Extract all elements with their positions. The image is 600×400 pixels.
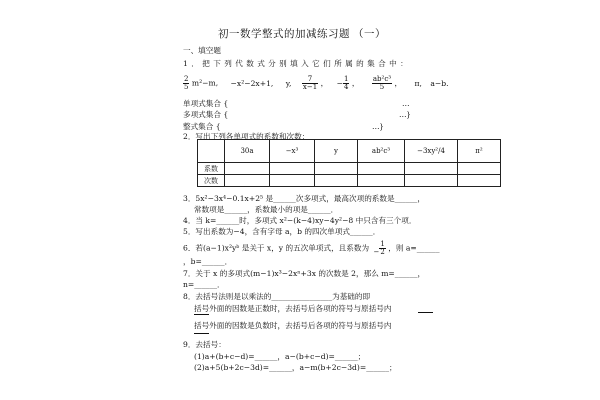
item-poly: −x²−2x+1, bbox=[230, 78, 274, 88]
table-cell[interactable] bbox=[405, 175, 458, 187]
question-8-line2: 括号外面的因数是正数时，去括号后各项的符号与原括号内 bbox=[194, 304, 392, 313]
set-monomial: 单项式集合 { bbox=[183, 99, 229, 108]
table-header: y bbox=[315, 140, 358, 163]
item-comma-3: ， bbox=[394, 78, 403, 88]
q6-text: 6．若(a−1)x²yᵇ 是关于 x，y 的五次单项式，且系数为 bbox=[183, 243, 370, 253]
table-cell[interactable] bbox=[358, 175, 405, 187]
item-y: y, bbox=[285, 78, 292, 88]
item-m2-m: m²−m, bbox=[191, 78, 219, 88]
table-cell[interactable] bbox=[270, 175, 315, 187]
question-9-part-2: (2)a+5(b+2c−3d)=______，a−m(b+2c−3d)=______； bbox=[194, 363, 397, 372]
set-polynomial-end: …} bbox=[399, 110, 411, 119]
fraction-1-4: $\frac{1}{4}$ bbox=[343, 75, 349, 91]
section-heading: 一、填空题 bbox=[183, 46, 221, 55]
table-cell[interactable] bbox=[225, 163, 270, 175]
q8-blank-2[interactable] bbox=[194, 314, 209, 315]
fraction-ab2c3-5: $\frac{\text{ab²c³}}{5}$ bbox=[372, 75, 392, 91]
question-3-cont: 常数项是______，系数最小的项是______． bbox=[194, 205, 339, 214]
question-3: 3．5x²−3x⁴−0.1x+2⁵ 是______次多项式，最高次项的系数是______， bbox=[183, 194, 425, 203]
table-cell[interactable] bbox=[225, 175, 270, 187]
title-text: 初一数学整式的加减练习题 bbox=[218, 28, 350, 40]
table-header: π² bbox=[458, 140, 501, 163]
q8-blank-3[interactable] bbox=[194, 333, 209, 334]
question-6-cont: ，b=______． bbox=[183, 257, 233, 266]
item-a-minus-b: a−b. bbox=[430, 78, 449, 88]
question-4: 4．当 k=______时，多项式 x²−(k−4)xy−4y²−8 中只含有三个项． bbox=[183, 216, 417, 225]
set-polynomial: 多项式集合 { bbox=[183, 110, 229, 119]
page-title bbox=[218, 26, 350, 41]
q8-blank-1[interactable] bbox=[418, 312, 433, 313]
question-7: 7．关于 x 的多项式(m−1)x³−2xⁿ+3x 的次数是 2，那么 m=______， bbox=[183, 269, 426, 278]
item-comma-2: ， bbox=[351, 78, 360, 88]
set-integral-end: …} bbox=[372, 122, 384, 131]
title-mark: （一） bbox=[353, 28, 386, 40]
question-6 bbox=[183, 241, 440, 256]
table-header: ab²c³ bbox=[358, 140, 405, 163]
table-cell[interactable] bbox=[315, 163, 358, 175]
set-monomial-end: … bbox=[402, 99, 410, 108]
set-integral: 整式集合 { bbox=[183, 122, 221, 131]
item-pi: π, bbox=[414, 78, 422, 88]
question-5: 5．写出系数为−4，含有字母 a，b 的四次单项式______． bbox=[183, 227, 381, 236]
table-cell[interactable] bbox=[405, 163, 458, 175]
question-2: 2．写出下列各单项式的系数和次数： bbox=[183, 132, 310, 141]
table-corner bbox=[198, 140, 225, 163]
question-1: 1．把下列代数式分别填入它们所属的集合中： bbox=[183, 59, 412, 68]
question-8: 8．去括号法则是以乘法的________________为基础的即 bbox=[183, 292, 371, 301]
q6-text-2: ，则 a=______ bbox=[388, 243, 440, 253]
question-9-part-1: (1)a+(b+c−d)=______，a−(b+c−d)=______； bbox=[194, 352, 366, 361]
table-header: −3xy²/4 bbox=[405, 140, 458, 163]
table-cell[interactable] bbox=[458, 175, 501, 187]
fraction-neg-1-2: − $\frac{1}{2}$ bbox=[373, 240, 385, 256]
item-minus: − bbox=[336, 78, 343, 88]
table-header: −x³ bbox=[270, 140, 315, 163]
q1-items-row bbox=[183, 76, 449, 91]
table-cell[interactable] bbox=[458, 163, 501, 175]
question-8-line3: 括号外面的因数是负数时，去括号后各项的符号与原括号内 bbox=[194, 321, 392, 330]
table-cell[interactable] bbox=[358, 163, 405, 175]
question-9: 9．去括号： bbox=[183, 340, 226, 349]
row-label-coefficient: 系数 bbox=[198, 163, 225, 175]
fraction-2-5: $\frac{2}{5}$ bbox=[184, 75, 189, 91]
table-cell[interactable] bbox=[270, 163, 315, 175]
question-7-cont: n=______． bbox=[183, 280, 225, 289]
table-header: 30a bbox=[225, 140, 270, 163]
row-label-degree: 次数 bbox=[198, 175, 225, 187]
fraction-7-x-1: $\frac{7}{x-1}$ bbox=[302, 75, 318, 91]
item-comma-1: ， bbox=[320, 78, 329, 88]
coefficient-table bbox=[197, 139, 501, 187]
table-cell[interactable] bbox=[315, 175, 358, 187]
